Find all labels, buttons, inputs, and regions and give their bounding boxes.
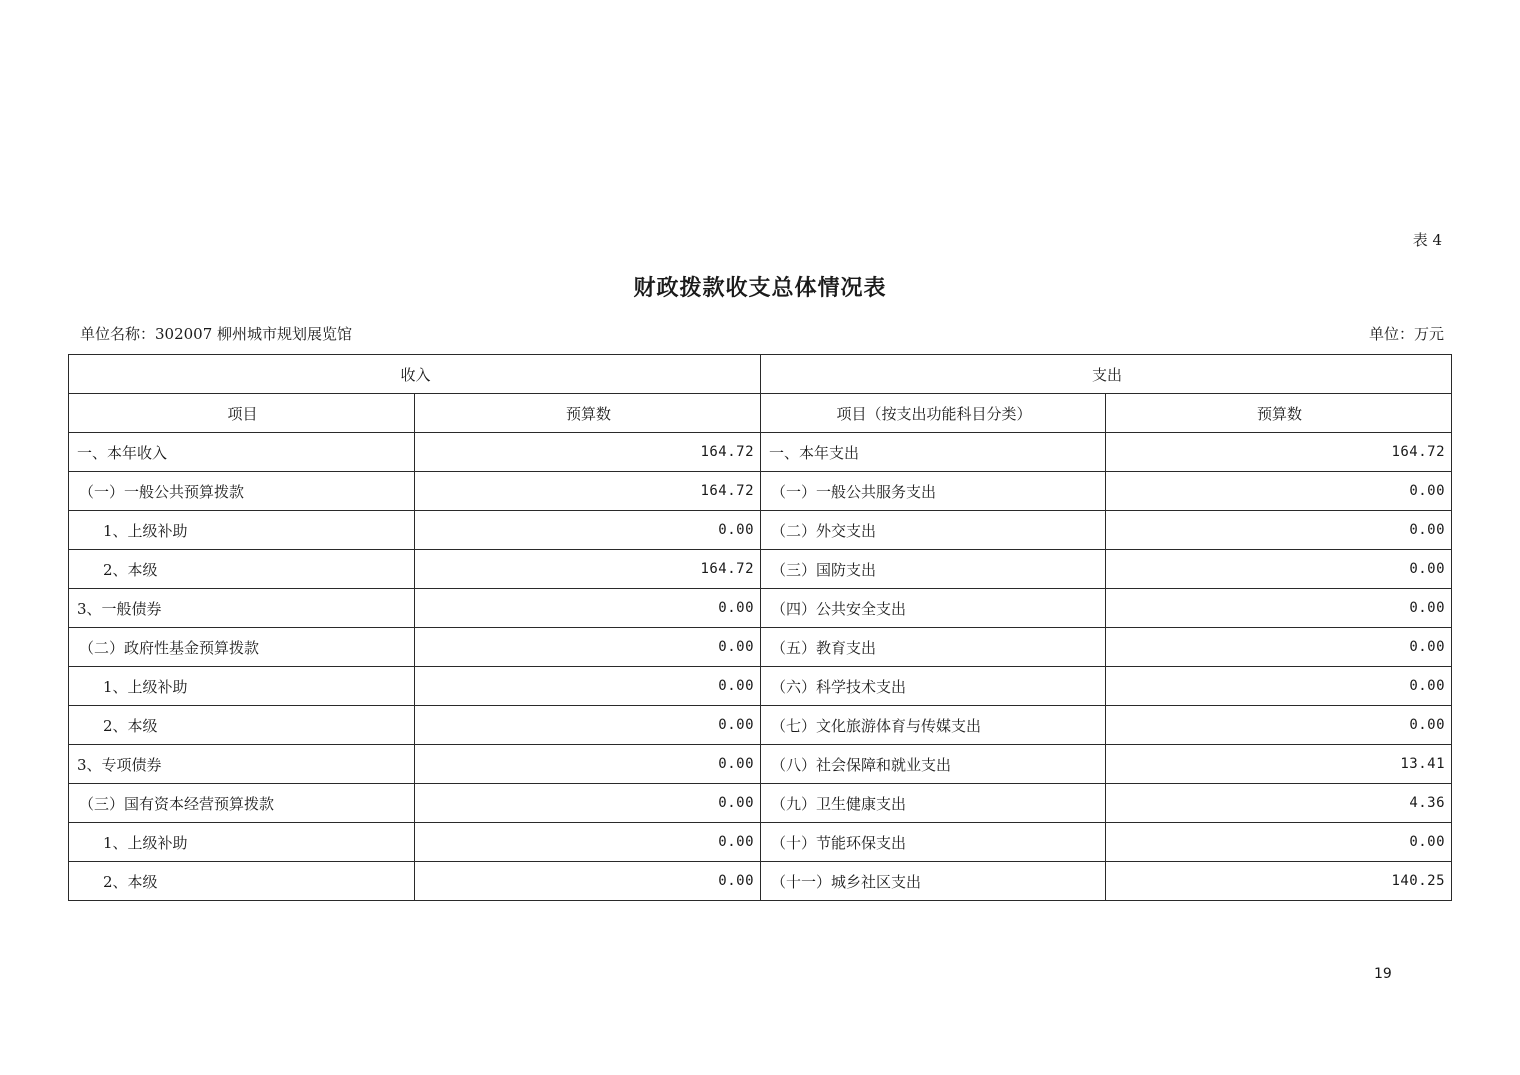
page-number: 19 bbox=[1374, 966, 1392, 982]
expense-item-header: 项目（按支出功能科目分类） bbox=[761, 394, 1106, 433]
table-row bbox=[69, 433, 1452, 472]
expense-item: （二）外交支出 bbox=[761, 511, 1106, 550]
income-item: 3、专项债券 bbox=[69, 745, 415, 784]
expense-item: （八）社会保障和就业支出 bbox=[761, 745, 1106, 784]
table-number: 表 4 bbox=[1412, 231, 1442, 249]
income-header: 收入 bbox=[69, 355, 761, 394]
header-row-group bbox=[69, 355, 1452, 394]
expense-value: 0.00 bbox=[1106, 628, 1452, 667]
expense-value: 0.00 bbox=[1106, 550, 1452, 589]
expense-item: （一）一般公共服务支出 bbox=[761, 472, 1106, 511]
income-value: 0.00 bbox=[415, 745, 761, 784]
expense-value: 0.00 bbox=[1106, 589, 1452, 628]
income-item: 1、上级补助 bbox=[69, 667, 415, 706]
table-row bbox=[69, 589, 1452, 628]
income-item: 2、本级 bbox=[69, 706, 415, 745]
expense-value: 4.36 bbox=[1106, 784, 1452, 823]
expense-item: （三）国防支出 bbox=[761, 550, 1106, 589]
income-item: 1、上级补助 bbox=[69, 823, 415, 862]
table-row bbox=[69, 472, 1452, 511]
expense-header: 支出 bbox=[761, 355, 1452, 394]
income-value: 0.00 bbox=[415, 628, 761, 667]
unit-line bbox=[80, 323, 1444, 344]
expense-item: （七）文化旅游体育与传媒支出 bbox=[761, 706, 1106, 745]
table-row bbox=[69, 706, 1452, 745]
unit-of-measure: 单位：万元 bbox=[1368, 325, 1444, 343]
expense-item: 一、本年支出 bbox=[761, 433, 1106, 472]
income-item: 3、一般债券 bbox=[69, 589, 415, 628]
income-item: （二）政府性基金预算拨款 bbox=[69, 628, 415, 667]
expense-item: （六）科学技术支出 bbox=[761, 667, 1106, 706]
income-item: 2、本级 bbox=[69, 862, 415, 901]
table-row bbox=[69, 628, 1452, 667]
page-title: 财政拨款收支总体情况表 bbox=[633, 275, 887, 301]
expense-item: （十）节能环保支出 bbox=[761, 823, 1106, 862]
income-value: 0.00 bbox=[415, 862, 761, 901]
budget-table bbox=[68, 354, 1452, 901]
header-row-columns bbox=[69, 394, 1452, 433]
expense-value: 164.72 bbox=[1106, 433, 1452, 472]
expense-value: 0.00 bbox=[1106, 823, 1452, 862]
income-value: 164.72 bbox=[415, 550, 761, 589]
income-value: 0.00 bbox=[415, 511, 761, 550]
expense-value: 140.25 bbox=[1106, 862, 1452, 901]
table-row bbox=[69, 667, 1452, 706]
expense-item: （九）卫生健康支出 bbox=[761, 784, 1106, 823]
expense-item: （十一）城乡社区支出 bbox=[761, 862, 1106, 901]
income-value: 164.72 bbox=[415, 472, 761, 511]
income-value: 0.00 bbox=[415, 589, 761, 628]
expense-value: 0.00 bbox=[1106, 511, 1452, 550]
table-row bbox=[69, 511, 1452, 550]
income-value: 0.00 bbox=[415, 706, 761, 745]
income-item-header: 项目 bbox=[69, 394, 415, 433]
table-row bbox=[69, 550, 1452, 589]
table-row bbox=[69, 784, 1452, 823]
expense-item: （五）教育支出 bbox=[761, 628, 1106, 667]
expense-budget-header: 预算数 bbox=[1106, 394, 1452, 433]
income-value: 164.72 bbox=[415, 433, 761, 472]
income-value: 0.00 bbox=[415, 667, 761, 706]
expense-value: 0.00 bbox=[1106, 706, 1452, 745]
income-item: （一）一般公共预算拨款 bbox=[69, 472, 415, 511]
expense-value: 13.41 bbox=[1106, 745, 1452, 784]
table-row bbox=[69, 862, 1452, 901]
income-value: 0.00 bbox=[415, 784, 761, 823]
table-row bbox=[69, 823, 1452, 862]
income-item: 一、本年收入 bbox=[69, 433, 415, 472]
income-budget-header: 预算数 bbox=[415, 394, 761, 433]
table-row bbox=[69, 745, 1452, 784]
expense-value: 0.00 bbox=[1106, 472, 1452, 511]
income-item: （三）国有资本经营预算拨款 bbox=[69, 784, 415, 823]
unit-name: 单位名称：302007 柳州城市规划展览馆 bbox=[80, 325, 353, 343]
income-item: 2、本级 bbox=[69, 550, 415, 589]
income-item: 1、上级补助 bbox=[69, 511, 415, 550]
expense-item: （四）公共安全支出 bbox=[761, 589, 1106, 628]
expense-value: 0.00 bbox=[1106, 667, 1452, 706]
income-value: 0.00 bbox=[415, 823, 761, 862]
